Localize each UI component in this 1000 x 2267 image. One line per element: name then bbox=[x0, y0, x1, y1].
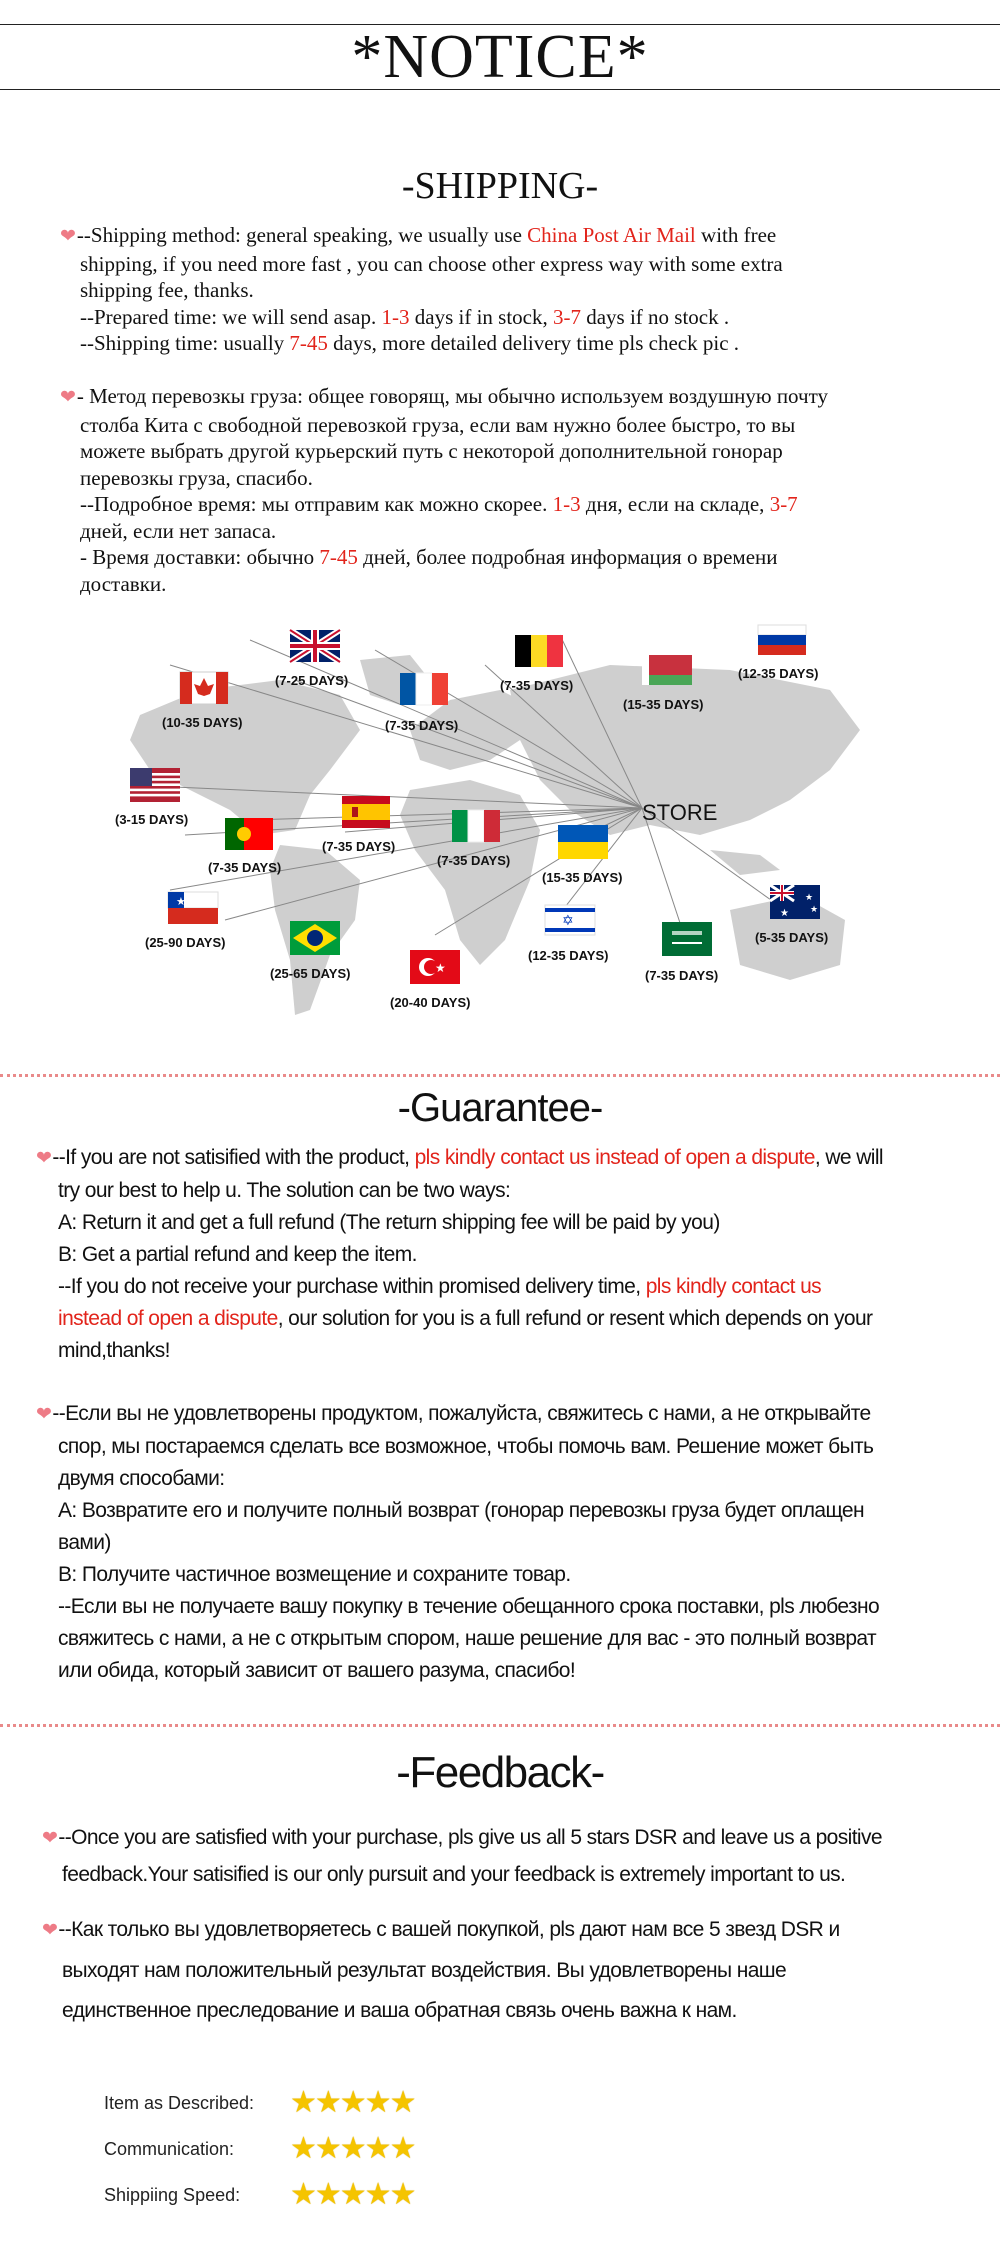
text-line: feedback.Your satisified is our only pursuit and your feedback is extremely important to us. bbox=[62, 1863, 846, 1886]
text-line: , we will bbox=[814, 1146, 883, 1169]
highlight-text: pls kindly contact us instead of open a dispute bbox=[414, 1146, 815, 1169]
flag-usa bbox=[115, 768, 188, 827]
text-line: with free bbox=[695, 223, 777, 247]
shipping-text-ru bbox=[60, 383, 980, 597]
flag-label: (25-65 DAYS) bbox=[270, 966, 351, 981]
text-line: B: Получите частичное возмещение и сохраните товар. bbox=[58, 1563, 571, 1586]
text-line: try our best to help u. The solution can be two ways: bbox=[58, 1179, 511, 1202]
text-line: days, more detailed delivery time pls check pic . bbox=[327, 331, 740, 355]
five-star-icon: ★★★★★ bbox=[290, 2132, 415, 2165]
rating-row bbox=[104, 2172, 504, 2218]
heart-icon: ❤ bbox=[36, 1404, 52, 1425]
text-line: вами) bbox=[58, 1531, 111, 1554]
text-line: --Shipping time: usually bbox=[80, 331, 290, 355]
highlight-text: 1-3 bbox=[381, 304, 410, 329]
text-line: --If you do not receive your purchase within promised delivery time, bbox=[58, 1275, 646, 1298]
highlight-text: China Post Air Mail bbox=[527, 223, 696, 247]
heart-icon: ❤ bbox=[42, 1828, 58, 1849]
feedback-text-ru bbox=[42, 1910, 987, 2031]
text-line: --Если вы не удовлетворены продуктом, пожалуйста, свяжитесь с нами, а не открывайте bbox=[52, 1402, 871, 1425]
shipping-text-en bbox=[60, 222, 960, 357]
text-line: дней, более подробная информация о времени bbox=[357, 545, 778, 569]
text-line: свяжитесь с нами, а не с открытым спором, наше решение для вас - это полный возврат bbox=[58, 1627, 877, 1650]
highlight-text: 3-7 bbox=[769, 492, 798, 516]
text-line: --Once you are satisfied with your purchase, pls give us all 5 stars DSR and leave us a positive bbox=[58, 1826, 882, 1849]
flag-spain bbox=[322, 796, 395, 854]
rating-label: Shippiing Speed: bbox=[104, 2184, 241, 2205]
flag-label: (5-35 DAYS) bbox=[755, 930, 829, 945]
flag-label: (15-35 DAYS) bbox=[542, 870, 623, 885]
dsr-ratings bbox=[104, 2080, 504, 2218]
flag-portugal bbox=[208, 818, 281, 875]
text-line: --Shipping method: general speaking, we usually use bbox=[76, 223, 528, 247]
text-line: --Как только вы удовлетворяетесь с вашей покупкой, pls дают нам все 5 звезд DSR и bbox=[58, 1918, 840, 1941]
flag-label: (7-35 DAYS) bbox=[437, 853, 511, 868]
text-line: доставки. bbox=[80, 571, 167, 596]
star-icon: ★ bbox=[780, 908, 789, 919]
rating-row bbox=[104, 2126, 504, 2172]
section-divider bbox=[0, 1724, 1000, 1727]
highlight-text: 3-7 bbox=[552, 304, 581, 329]
highlight-text: pls kindly contact us bbox=[645, 1275, 822, 1298]
text-line: , our solution for you is a full refund or resent which depends on your bbox=[277, 1307, 873, 1330]
star-of-david-icon: ✡ bbox=[562, 914, 574, 929]
feedback-title: -Feedback- bbox=[396, 1748, 604, 1797]
highlight-text: 1-3 bbox=[552, 492, 581, 516]
text-line: столба Кита с свободной перевозкой груза, если вам нужно более быстро, то вы bbox=[80, 412, 796, 437]
text-line: выходят нам положительный результат воздействия. Вы удовлетворены наше bbox=[62, 1959, 787, 1982]
text-line: перевозкы груза, спасибо. bbox=[80, 465, 313, 490]
text-line: --Prepared time: we will send asap. bbox=[80, 304, 382, 329]
flag-russia bbox=[738, 625, 818, 681]
notice-title: *NOTICE* bbox=[351, 23, 649, 91]
guarantee-text-en bbox=[36, 1142, 981, 1367]
notice-banner bbox=[0, 24, 1000, 90]
flag-label: (12-35 DAYS) bbox=[738, 666, 819, 681]
text-line: days if in stock, bbox=[409, 304, 553, 329]
text-line: shipping, if you need more fast , you can choose other express way with some extra bbox=[80, 251, 783, 276]
flag-label: (7-35 DAYS) bbox=[500, 678, 574, 693]
shipping-title: -SHIPPING- bbox=[401, 165, 599, 207]
star-icon: ★ bbox=[810, 904, 819, 914]
rating-row bbox=[104, 2080, 504, 2126]
flag-label: (7-35 DAYS) bbox=[645, 968, 719, 983]
flag-label: (10-35 DAYS) bbox=[162, 715, 243, 730]
flag-turkey bbox=[390, 950, 470, 1010]
flag-saudi-arabia bbox=[645, 922, 718, 983]
heart-icon: ❤ bbox=[60, 387, 76, 408]
flag-label: (3-15 DAYS) bbox=[115, 812, 189, 827]
flag-label: (15-35 DAYS) bbox=[623, 697, 704, 712]
star-icon: ★ bbox=[176, 896, 186, 908]
text-line: --Если вы не получаете вашу покупку в течение обещанного срока поставки, pls любезно bbox=[58, 1595, 880, 1618]
flag-label: (7-35 DAYS) bbox=[385, 718, 459, 733]
text-line: - Время доставки: обычно bbox=[80, 545, 320, 569]
flag-belgium bbox=[500, 635, 573, 693]
highlight-text: 7-45 bbox=[319, 545, 358, 569]
heart-icon: ❤ bbox=[36, 1148, 52, 1169]
highlight-text: 7-45 bbox=[289, 331, 328, 355]
text-line: спор, мы постараемся сделать все возможное, чтобы помочь вам. Решение может быть bbox=[58, 1435, 874, 1458]
flag-label: (20-40 DAYS) bbox=[390, 995, 471, 1010]
text-line: --Подробное время: мы отправим как можно скорее. bbox=[80, 492, 553, 516]
text-line: shipping fee, thanks. bbox=[80, 278, 254, 302]
text-line: A: Return it and get a full refund (The return shipping fee will be paid by you) bbox=[58, 1211, 720, 1234]
shipping-world-map bbox=[110, 620, 910, 1040]
flag-label: (12-35 DAYS) bbox=[528, 948, 609, 963]
text-line: - Метод перевозкы груза: общее говорящ, мы обычно используем воздушную почту bbox=[76, 384, 828, 408]
text-line: можете выбрать другой курьерский путь с некоторой дополнительной гонорар bbox=[80, 439, 783, 463]
rating-label: Item as Described: bbox=[104, 2092, 255, 2113]
text-line: или обида, который зависит от вашего разума, спасибо! bbox=[58, 1659, 576, 1682]
flag-label: (7-35 DAYS) bbox=[208, 860, 282, 875]
text-line: единственное преследование и ваша обратная связь очень важна к нам. bbox=[62, 1999, 737, 2022]
highlight-text: instead of open a dispute bbox=[58, 1307, 278, 1330]
feedback-text-en bbox=[42, 1820, 987, 1893]
store-label: STORE bbox=[642, 800, 718, 825]
text-line: дня, если на складе, bbox=[580, 492, 770, 516]
rating-label: Communication: bbox=[104, 2138, 235, 2159]
heart-icon: ❤ bbox=[60, 226, 76, 247]
text-line: A: Возвратите его и получите полный возврат (гонорар перевозкы груза будет оплащен bbox=[58, 1499, 864, 1522]
five-star-icon: ★★★★★ bbox=[290, 2178, 415, 2211]
text-line: B: Get a partial refund and keep the item. bbox=[58, 1243, 417, 1266]
text-line: mind,thanks! bbox=[58, 1339, 170, 1362]
text-line: дней, если нет запаса. bbox=[80, 518, 277, 543]
flag-label: (7-35 DAYS) bbox=[322, 839, 396, 854]
star-icon: ★ bbox=[805, 892, 814, 902]
text-line: двумя способами: bbox=[58, 1467, 225, 1490]
text-line: --If you are not satisified with the product, bbox=[52, 1146, 415, 1169]
guarantee-title: -Guarantee- bbox=[397, 1086, 603, 1130]
flag-uk bbox=[275, 630, 348, 688]
text-line: days if no stock . bbox=[580, 304, 730, 329]
star-icon: ★ bbox=[435, 961, 446, 975]
five-star-icon: ★★★★★ bbox=[290, 2086, 415, 2119]
flag-label: (25-90 DAYS) bbox=[145, 935, 226, 950]
flag-israel bbox=[528, 905, 608, 963]
heart-icon: ❤ bbox=[42, 1920, 58, 1941]
section-divider bbox=[0, 1074, 1000, 1077]
guarantee-text-ru bbox=[36, 1398, 981, 1687]
flag-label: (7-25 DAYS) bbox=[275, 673, 349, 688]
flag-chile bbox=[145, 892, 225, 950]
